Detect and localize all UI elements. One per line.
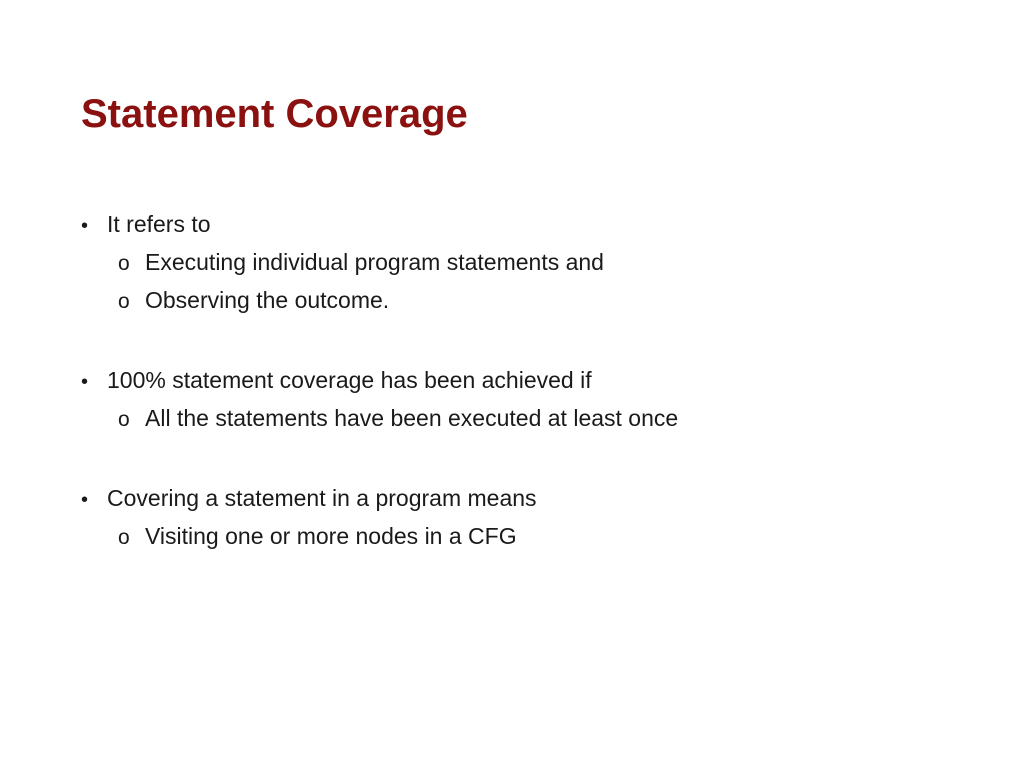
bullet-text: 100% statement coverage has been achieved if <box>107 367 592 393</box>
bullet-dot-icon: • <box>81 371 89 393</box>
bullet-item-3 <box>81 480 981 556</box>
bullet-dot-icon: • <box>81 489 89 511</box>
sub-item-text: All the statements have been executed at least once <box>145 405 679 431</box>
sub-item-text: Visiting one or more nodes in a CFG <box>145 523 517 549</box>
sub-bullet-circle-icon: o <box>118 290 130 313</box>
bullet-row <box>81 480 981 518</box>
sub-list <box>81 400 981 438</box>
bullet-row <box>81 362 981 400</box>
bullet-item-1 <box>81 206 981 320</box>
sub-list <box>81 244 981 320</box>
sub-bullet-circle-icon: o <box>118 526 130 549</box>
sub-list <box>81 518 981 556</box>
sub-item-text: Observing the outcome. <box>145 287 390 313</box>
bullet-list <box>81 206 981 598</box>
bullet-row <box>81 206 981 244</box>
slide-title: Statement Coverage <box>81 92 468 136</box>
bullet-text: Covering a statement in a program means <box>107 485 537 511</box>
bullet-item-2 <box>81 362 981 438</box>
sub-item <box>118 400 981 438</box>
bullet-text: It refers to <box>107 211 211 237</box>
sub-item <box>118 282 981 320</box>
sub-item-text: Executing individual program statements and <box>145 249 604 275</box>
sub-bullet-circle-icon: o <box>118 408 130 431</box>
sub-item <box>118 518 981 556</box>
sub-bullet-circle-icon: o <box>118 252 130 275</box>
sub-item <box>118 244 981 282</box>
bullet-dot-icon: • <box>81 215 89 237</box>
